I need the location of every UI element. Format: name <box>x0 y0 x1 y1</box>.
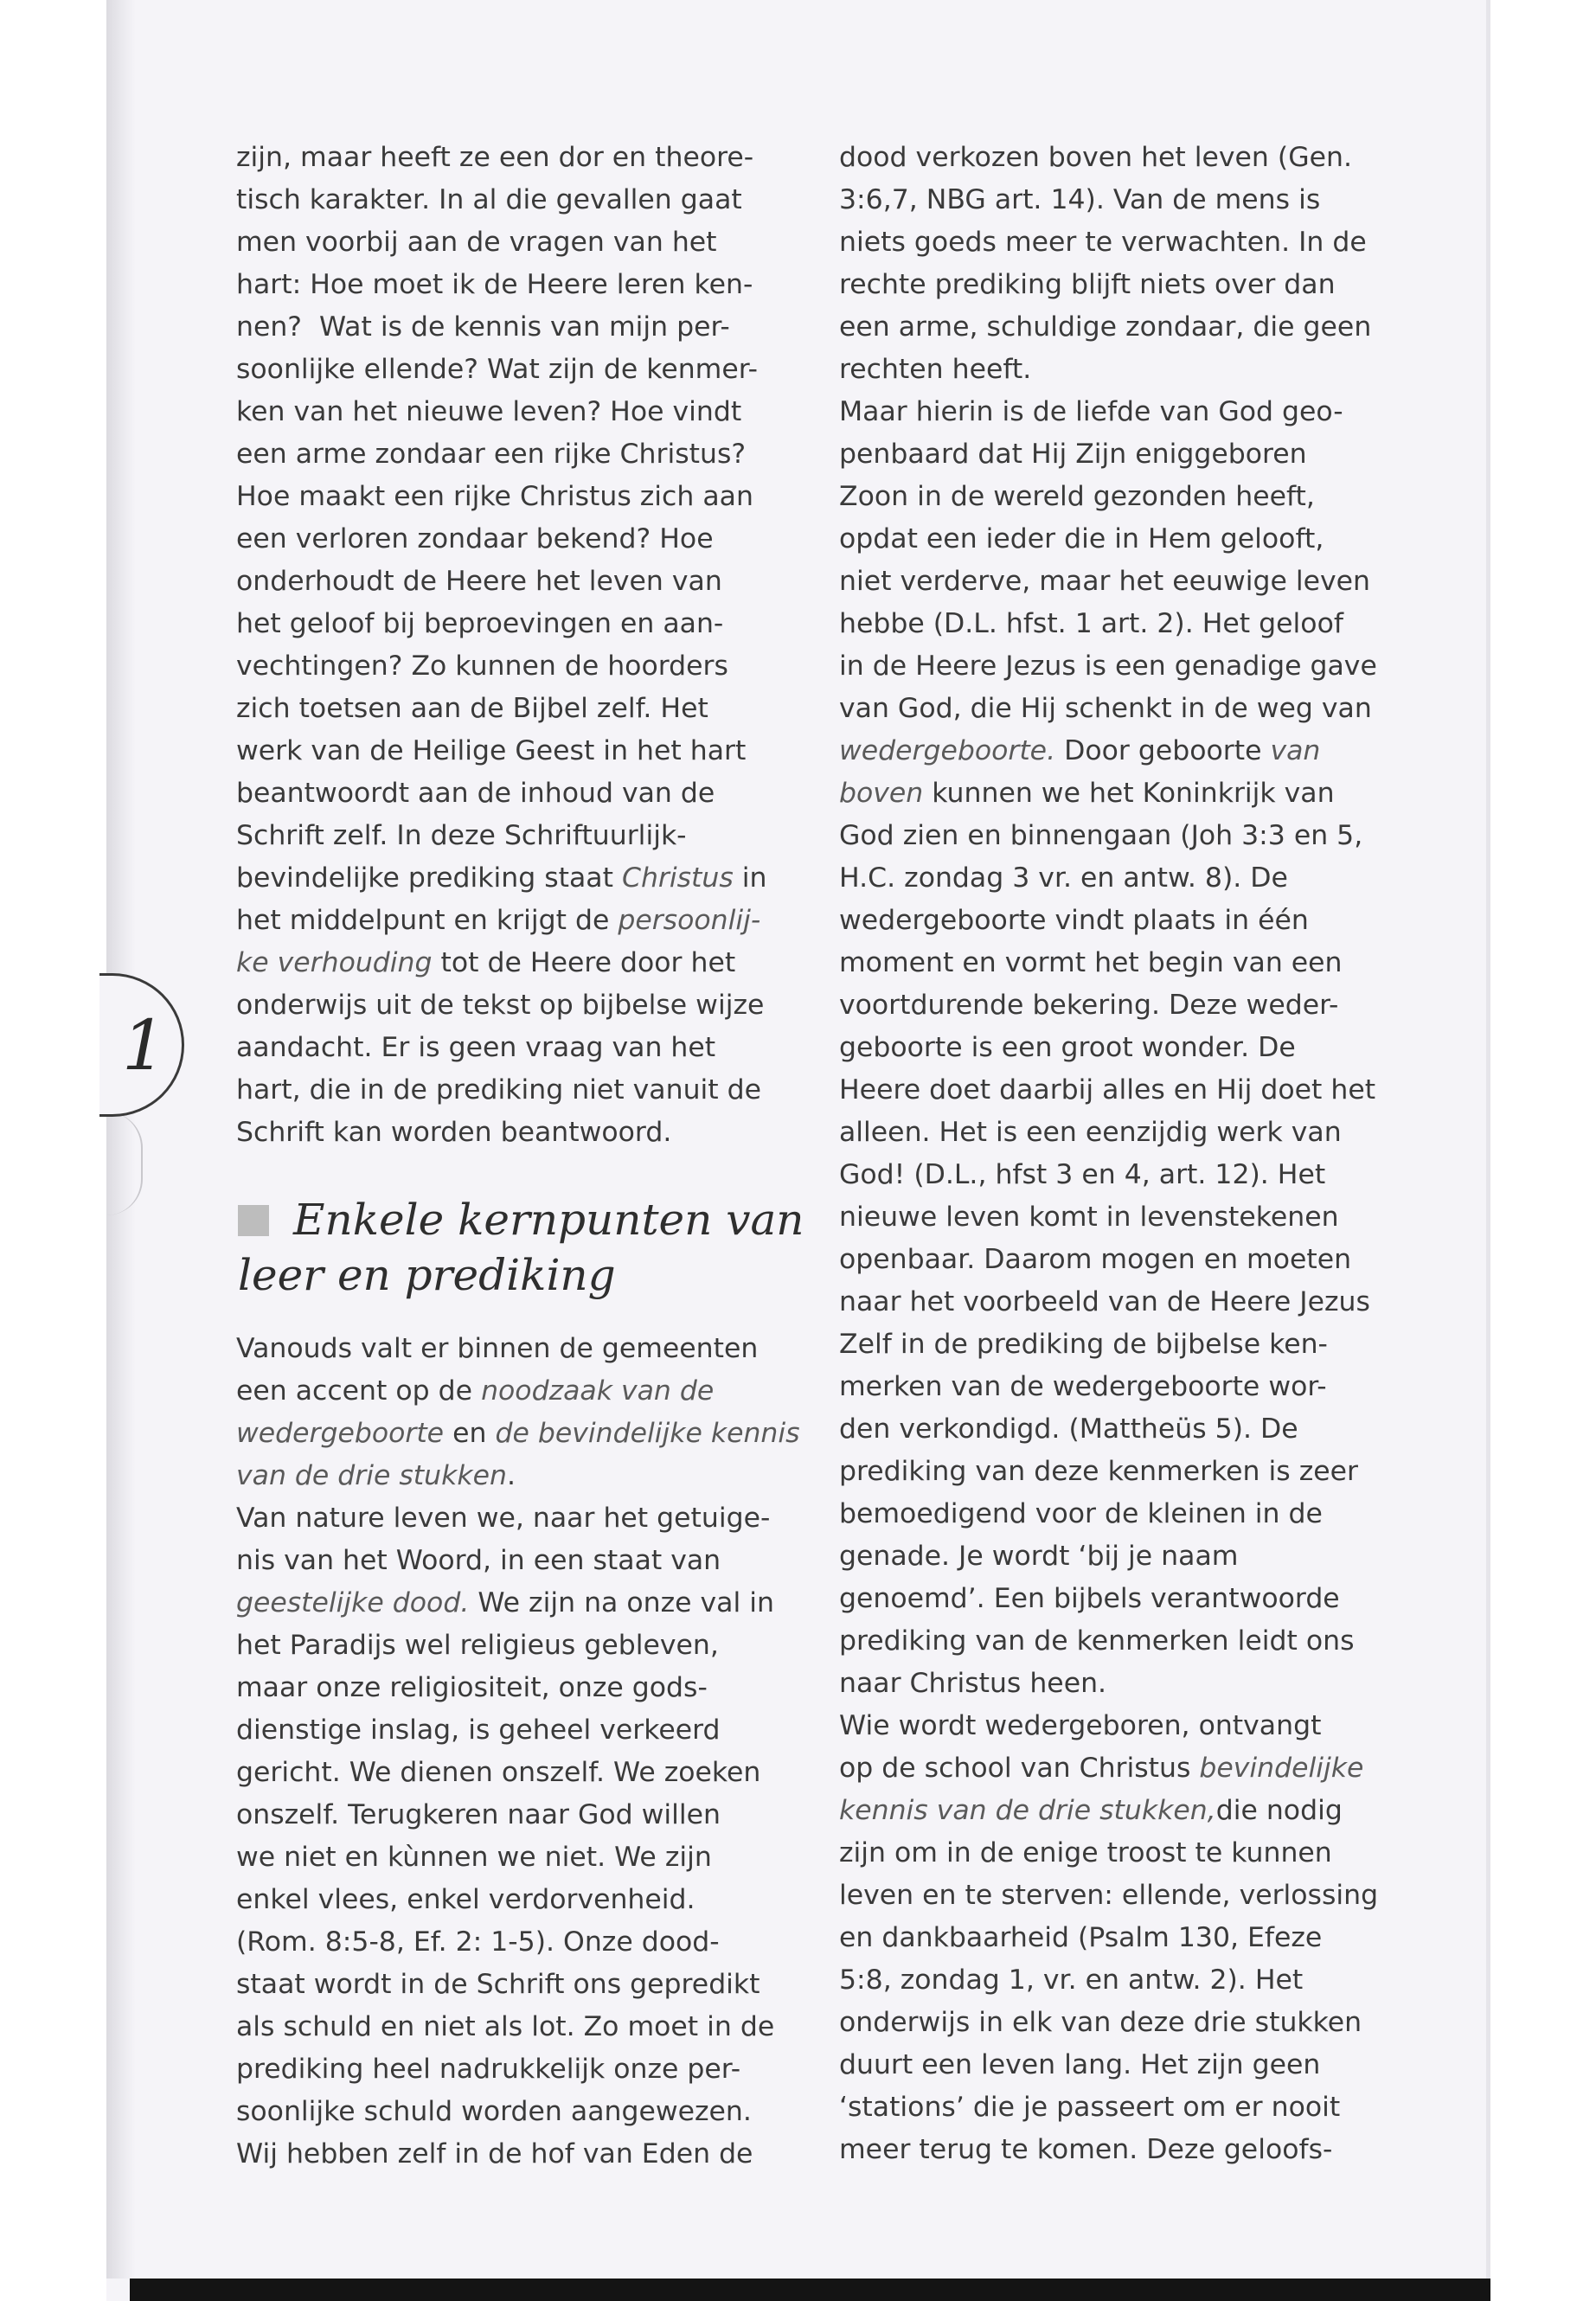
text-segment: een arme zondaar een rijke Christus? <box>236 439 747 470</box>
text-line <box>839 1959 1393 2002</box>
text-segment: genade. Je wordt ‘bij je naam <box>839 1541 1239 1572</box>
text-segment: op de school van Christus <box>839 1753 1200 1784</box>
text-segment: nen? Wat is de kennis van mijn per- <box>236 311 730 343</box>
text-line <box>839 476 1393 518</box>
heading-line <box>238 1247 809 1303</box>
text-segment: bemoedigend voor de kleinen in de <box>839 1498 1323 1529</box>
text-segment: H.C. zondag 3 vr. en antw. 8). De <box>839 862 1288 894</box>
italic-text: Christus <box>621 862 734 894</box>
text-segment: niets goeds meer te verwachten. In de <box>839 227 1367 258</box>
italic-text: de bevindelijke kennis <box>495 1418 800 1449</box>
text-segment: Zoon in de wereld gezonden heeft, <box>839 481 1315 512</box>
heading-text: Enkele kernpunten van <box>293 1195 804 1245</box>
text-segment: wedergeboorte vindt plaats in één <box>839 905 1309 936</box>
text-line <box>236 264 790 306</box>
text-line <box>236 772 790 815</box>
text-line <box>236 306 790 349</box>
text-segment: Door geboorte <box>1055 735 1271 766</box>
text-line <box>839 1747 1393 1790</box>
text-line <box>839 1366 1393 1408</box>
text-line <box>236 1328 790 1370</box>
text-segment: men voorbij aan de vragen van het <box>236 227 717 258</box>
text-line <box>236 221 790 264</box>
text-line <box>236 1709 790 1752</box>
text-segment: openbaar. Daarom mogen en moeten <box>839 1244 1352 1275</box>
text-line <box>236 1582 790 1625</box>
text-segment: soonlijke schuld worden aangewezen. <box>236 2096 752 2127</box>
text-line <box>236 518 790 561</box>
text-line <box>236 561 790 603</box>
text-segment: Hoe maakt een rijke Christus zich aan <box>236 481 753 512</box>
text-line <box>839 1875 1393 1917</box>
text-segment: Zelf in de prediking de bijbelse ken- <box>839 1329 1328 1360</box>
text-segment: het Paradijs wel religieus gebleven, <box>236 1630 719 1661</box>
text-segment: in <box>733 862 767 894</box>
text-line <box>236 2048 790 2091</box>
heading-text: leer en prediking <box>238 1250 616 1300</box>
left-column-bottom-text <box>236 1328 800 2176</box>
text-segment: Wie wordt wedergeboren, ontvangt <box>839 1710 1322 1741</box>
italic-text: noodzaak van de <box>481 1375 715 1407</box>
right-margin <box>1490 0 1596 2301</box>
text-segment: hart, die in de prediking niet vanuit de <box>236 1074 762 1106</box>
italic-text: van <box>1270 735 1321 766</box>
text-line <box>839 857 1393 900</box>
text-line <box>236 1794 790 1836</box>
text-segment: nieuwe leven komt in levenstekenen <box>839 1202 1339 1233</box>
text-segment: een accent op de <box>236 1375 482 1407</box>
text-line <box>236 1112 790 1154</box>
text-line <box>236 1455 790 1497</box>
text-line <box>839 1027 1393 1069</box>
text-segment: enkel vlees, enkel verdorvenheid. <box>236 1884 695 1915</box>
text-line <box>839 1451 1393 1493</box>
text-line <box>839 561 1393 603</box>
text-line <box>839 900 1393 942</box>
text-segment: Van nature leven we, naar het getuige- <box>236 1503 771 1534</box>
text-segment: gericht. We dienen onszelf. We zoeken <box>236 1757 761 1788</box>
text-segment: vechtingen? Zo kunnen de hoorders <box>236 651 728 682</box>
text-line <box>839 433 1393 476</box>
text-segment: werk van de Heilige Geest in het hart <box>236 735 747 766</box>
text-line <box>839 2129 1393 2171</box>
text-line <box>839 2002 1393 2044</box>
page-bottom-corner <box>106 2279 130 2301</box>
text-segment: prediking heel nadrukkelijk onze per- <box>236 2054 741 2085</box>
text-segment: dienstige inslag, is geheel verkeerd <box>236 1715 721 1746</box>
text-segment: Schrift zelf. In deze Schriftuurlijk- <box>236 820 687 851</box>
italic-text: geestelijke dood. <box>236 1587 470 1618</box>
text-segment: bevindelijke prediking staat <box>236 862 622 894</box>
text-line <box>236 1413 800 1455</box>
text-segment: soonlijke ellende? Wat zijn de kenmer- <box>236 354 759 385</box>
text-segment: zijn, maar heeft ze een dor en theore- <box>236 142 754 173</box>
text-segment: meer terug te komen. Deze geloofs- <box>839 2134 1333 2165</box>
text-line <box>839 1917 1393 1959</box>
text-line <box>839 1493 1393 1535</box>
text-segment: ‘stations’ die je passeert om er nooit <box>839 2092 1341 2123</box>
italic-text: wedergeboorte <box>236 1418 445 1449</box>
text-line <box>236 2133 790 2176</box>
text-segment: 3:6,7, NBG art. 14). Van de mens is <box>839 184 1321 215</box>
text-line <box>236 1964 790 2006</box>
text-segment: onderwijs in elk van deze drie stukken <box>839 2007 1362 2038</box>
italic-text: ke verhouding <box>236 947 433 978</box>
text-segment: voortdurende bekering. Deze weder- <box>839 990 1339 1021</box>
text-line <box>236 433 790 476</box>
text-segment: den verkondigd. (Mattheüs 5). De <box>839 1413 1298 1445</box>
text-segment: Heere doet daarbij alles en Hij doet het <box>839 1074 1376 1106</box>
text-segment: alleen. Het is een eenzijdig werk van <box>839 1117 1342 1148</box>
text-segment: Schrift kan worden beantwoord. <box>236 1117 672 1148</box>
text-segment: het middelpunt en krijgt de <box>236 905 619 936</box>
text-line <box>236 900 790 942</box>
text-line <box>839 1408 1393 1451</box>
text-segment: dood verkozen boven het leven (Gen. <box>839 142 1352 173</box>
text-line <box>236 1752 790 1794</box>
text-line <box>236 688 790 730</box>
text-line <box>839 1239 1393 1281</box>
text-segment: een arme, schuldige zondaar, die geen <box>839 311 1372 343</box>
text-segment: nis van het Woord, in een staat van <box>236 1545 721 1576</box>
text-segment: penbaard dat Hij Zijn eniggeboren <box>839 439 1307 470</box>
text-line <box>839 1663 1393 1705</box>
text-line <box>839 137 1393 179</box>
text-segment: en <box>444 1418 496 1449</box>
text-line <box>236 1370 790 1413</box>
text-segment: als schuld en niet als lot. Zo moet in de <box>236 2011 775 2042</box>
text-line <box>839 603 1393 645</box>
text-segment: Vanouds valt er binnen de gemeenten <box>236 1333 759 1364</box>
text-segment: hebbe (D.L. hfst. 1 art. 2). Het geloof <box>839 608 1343 639</box>
text-segment: we niet en kùnnen we niet. We zijn <box>236 1842 712 1873</box>
text-segment: duurt een leven lang. Het zijn geen <box>839 2049 1321 2080</box>
text-line <box>839 306 1393 349</box>
text-line <box>236 730 790 772</box>
text-line <box>236 476 790 518</box>
text-line <box>236 2006 790 2048</box>
text-line <box>839 1578 1393 1620</box>
italic-text: van de drie stukken <box>236 1460 507 1491</box>
text-segment: naar het voorbeeld van de Heere Jezus <box>839 1286 1370 1317</box>
chapter-number: 1 <box>122 1004 166 1086</box>
text-segment: en dankbaarheid (Psalm 130, Efeze <box>839 1922 1323 1953</box>
text-segment: We zijn na onze val in <box>469 1587 774 1618</box>
text-line <box>839 730 1393 772</box>
text-segment: tot de Heere door het <box>432 947 736 978</box>
text-line <box>839 349 1393 391</box>
text-line <box>839 645 1393 688</box>
text-segment: naar Christus heen. <box>839 1668 1107 1699</box>
bottom-cover-strip <box>130 2279 1490 2301</box>
text-line <box>236 815 790 857</box>
text-segment: opdat een ieder die in Hem gelooft, <box>839 523 1324 554</box>
right-column-text <box>839 137 1393 2171</box>
text-line <box>839 772 1393 815</box>
text-line <box>839 264 1393 306</box>
text-segment: genoemd’. Een bijbels verantwoorde <box>839 1583 1340 1614</box>
text-segment: tisch karakter. In al die gevallen gaat <box>236 184 742 215</box>
text-line <box>236 857 790 900</box>
text-segment: onderwijs uit de tekst op bijbelse wijze <box>236 990 765 1021</box>
text-segment: beantwoordt aan de inhoud van de <box>236 778 715 809</box>
text-segment: in de Heere Jezus is een genadige gave <box>839 651 1377 682</box>
text-line <box>236 942 790 984</box>
section-heading <box>238 1192 809 1303</box>
text-segment: onszelf. Terugkeren naar God willen <box>236 1799 721 1830</box>
text-line <box>236 1540 790 1582</box>
text-line <box>839 1281 1393 1324</box>
text-segment: geboorte is een groot wonder. De <box>839 1032 1296 1063</box>
left-margin <box>0 0 106 2301</box>
text-line <box>839 1790 1393 1832</box>
text-line <box>839 221 1393 264</box>
text-line <box>839 518 1393 561</box>
italic-text: bevindelijke <box>1199 1753 1364 1784</box>
text-line <box>839 815 1393 857</box>
text-line <box>839 1620 1393 1663</box>
text-segment: rechten heeft. <box>839 354 1032 385</box>
text-line <box>236 1497 790 1540</box>
text-segment: maar onze religiositeit, onze gods- <box>236 1672 708 1703</box>
heading-square-icon <box>238 1205 269 1236</box>
text-segment: Wij hebben zelf in de hof van Eden de <box>236 2138 753 2170</box>
text-line <box>236 1069 790 1112</box>
italic-text: wedergeboorte. <box>839 735 1056 766</box>
text-line <box>839 391 1393 433</box>
text-line <box>236 179 790 221</box>
text-line <box>839 2044 1393 2086</box>
text-segment: een verloren zondaar bekend? Hoe <box>236 523 714 554</box>
text-segment: leven en te sterven: ellende, verlossing <box>839 1880 1379 1911</box>
text-segment: God zien en binnengaan (Joh 3:3 en 5, <box>839 820 1363 851</box>
text-line <box>839 942 1393 984</box>
text-line <box>236 1921 790 1964</box>
text-segment: . <box>506 1460 516 1491</box>
text-line <box>839 1535 1393 1578</box>
text-segment: die nodig <box>1215 1795 1343 1826</box>
text-segment: merken van de wedergeboorte wor- <box>839 1371 1327 1402</box>
text-line <box>839 1112 1393 1154</box>
text-line <box>839 179 1393 221</box>
text-line <box>839 1324 1393 1366</box>
text-line <box>236 1625 790 1667</box>
text-segment: God! (D.L., hfst 3 en 4, art. 12). Het <box>839 1159 1326 1190</box>
text-segment: hart: Hoe moet ik de Heere leren ken- <box>236 269 753 300</box>
text-segment: staat wordt in de Schrift ons gepredikt <box>236 1969 760 2000</box>
text-line <box>839 2086 1393 2129</box>
text-line <box>236 391 790 433</box>
italic-text: persoonlij- <box>618 905 761 936</box>
text-line <box>236 349 790 391</box>
text-line <box>839 688 1393 730</box>
italic-text: kennis van de drie stukken, <box>839 1795 1216 1826</box>
text-line <box>236 603 790 645</box>
text-segment: zijn om in de enige troost te kunnen <box>839 1837 1332 1868</box>
text-segment: aandacht. Er is geen vraag van het <box>236 1032 716 1063</box>
text-line <box>839 1154 1393 1196</box>
text-line <box>236 2091 790 2133</box>
text-segment: ken van het nieuwe leven? Hoe vindt <box>236 396 742 427</box>
text-segment: onderhoudt de Heere het leven van <box>236 566 722 597</box>
text-line <box>839 984 1393 1027</box>
text-line <box>839 1069 1393 1112</box>
text-line <box>236 1879 790 1921</box>
text-line <box>236 1667 790 1709</box>
text-segment: prediking van deze kenmerken is zeer <box>839 1456 1358 1487</box>
text-segment: rechte prediking blijft niets over dan <box>839 269 1336 300</box>
text-segment: van God, die Hij schenkt in de weg van <box>839 693 1372 724</box>
text-line <box>236 1027 790 1069</box>
text-segment: zich toetsen aan de Bijbel zelf. Het <box>236 693 708 724</box>
italic-text: boven <box>839 778 924 809</box>
text-line <box>236 984 790 1027</box>
text-segment: kunnen we het Koninkrijk van <box>923 778 1335 809</box>
text-line <box>839 1705 1393 1747</box>
text-segment: 5:8, zondag 1, vr. en antw. 2). Het <box>839 1965 1304 1996</box>
text-line <box>839 1832 1393 1875</box>
text-line <box>236 137 790 179</box>
text-segment: het geloof bij beproevingen en aan- <box>236 608 724 639</box>
text-segment: prediking van de kenmerken leidt ons <box>839 1625 1355 1657</box>
text-line <box>236 645 790 688</box>
text-segment: moment en vormt het begin van een <box>839 947 1343 978</box>
text-line <box>236 1836 790 1879</box>
left-column-top-text <box>236 137 790 1154</box>
text-segment: Maar hierin is de liefde van God geo- <box>839 396 1343 427</box>
text-segment: (Rom. 8:5-8, Ef. 2: 1-5). Onze dood- <box>236 1926 720 1958</box>
text-segment: niet verderve, maar het eeuwige leven <box>839 566 1370 597</box>
text-line <box>839 1196 1393 1239</box>
heading-line <box>238 1192 809 1247</box>
